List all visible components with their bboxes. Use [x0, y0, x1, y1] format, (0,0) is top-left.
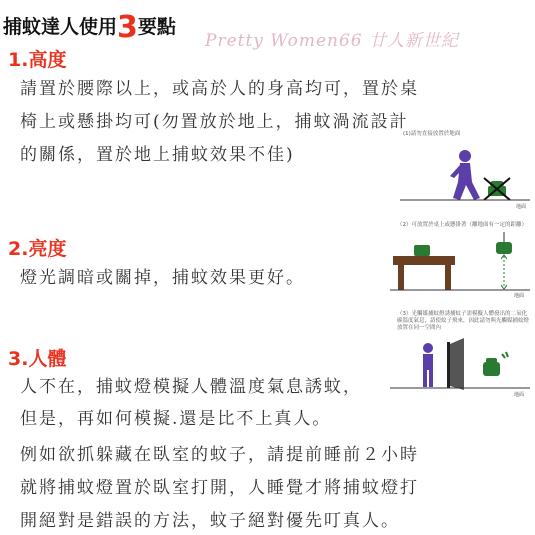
hanging-lamp-icon — [496, 232, 512, 289]
person-icon — [450, 150, 480, 200]
diagram-3 — [390, 338, 530, 390]
diagram-2 — [390, 232, 530, 292]
section-1-line-1: 請置於腰際以上，或高於人的身高均可，置於桌 — [20, 79, 419, 99]
person-icon — [423, 343, 433, 387]
section-3-line-4: 就將捕蚊燈置於臥室打開，人睡覺才將捕蚊燈打 — [20, 478, 419, 498]
table-icon — [393, 256, 455, 290]
diagram-3-caption: （3）光觸媒捕蚊燈誘捕蚊子需模擬人體發出的二氧化碳溫度氣息，請使蚊子飛來，因此請勿與光觸媒捕蚊燈放置在同一空間內 — [397, 311, 530, 331]
section-2-line-1: 燈光調暗或關掉，捕蚊效果更好。 — [20, 268, 305, 288]
title-suffix: 要點 — [137, 16, 176, 38]
lamp-icon — [484, 178, 510, 200]
section-3-line-2: 但是，再如何模擬.還是比不上真人。 — [20, 409, 332, 429]
diagram-1 — [400, 140, 530, 202]
section-3-line-5: 開絕對是錯誤的方法，蚊子絕對優先叮真人。 — [20, 511, 400, 531]
title-prefix: 捕蚊達人使用 — [3, 16, 118, 38]
section-3-line-1: 人不在，捕蚊燈模擬人體溫度氣息誘蚊， — [20, 377, 362, 397]
diagram-1-caption: (1)請勿直接放置於地面 — [403, 131, 461, 137]
lamp-on-table-icon — [414, 245, 430, 256]
diagram-2-caption: （2）可放置於桌上或懸掛著（離地面有一定的距離） — [397, 222, 528, 228]
section-3-heading: 3.人體 — [8, 348, 67, 370]
section-3-line-3: 例如欲抓躲藏在臥室的蚊子，請提前睡前２小時 — [20, 445, 419, 465]
title-number: 3 — [117, 10, 138, 45]
door-icon — [447, 338, 464, 390]
watermark: Pretty Women66 廿人新世紀 — [205, 31, 460, 51]
section-1-heading: 1.高度 — [8, 49, 67, 71]
floor-label: 地面 — [516, 204, 527, 210]
lamp-icon — [483, 352, 508, 376]
section-1-line-2: 椅上或懸掛均可(勿置放於地上，捕蚊渦流設計 — [20, 112, 409, 132]
floor-label-2: 地面 — [514, 293, 525, 299]
page-title — [3, 10, 176, 45]
floor-label-3: 地面 — [514, 392, 525, 398]
section-1-line-3: 的關係，置於地上捕蚊效果不佳) — [20, 145, 295, 165]
section-2-heading: 2.亮度 — [8, 238, 67, 260]
